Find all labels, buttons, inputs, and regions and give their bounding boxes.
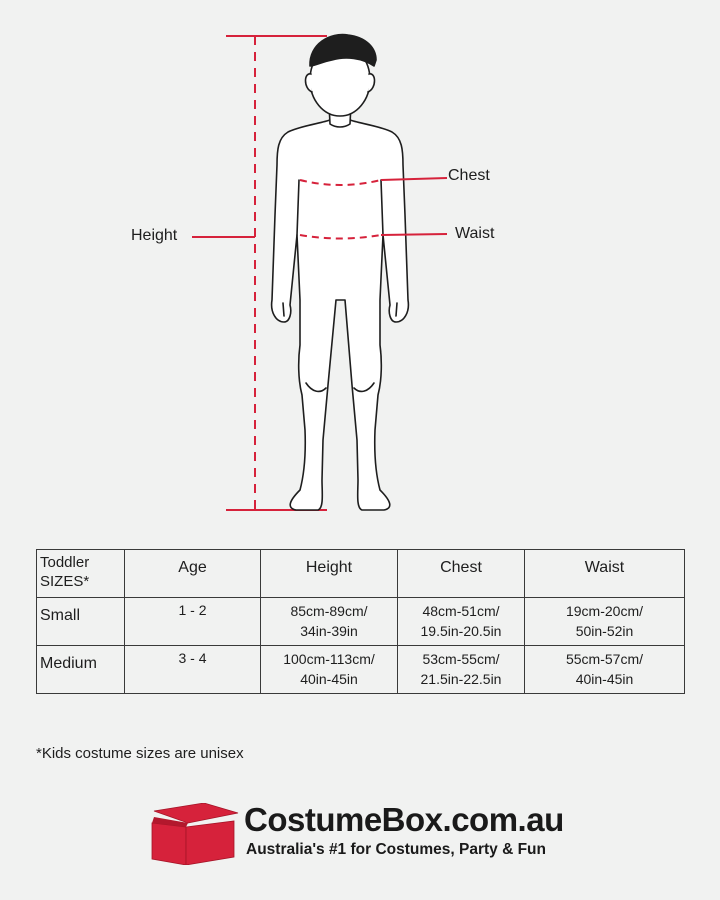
cell-chest <box>398 646 525 694</box>
cell-height-in: 34in-39in <box>300 623 358 639</box>
cell-size: Small <box>37 598 125 646</box>
cell-age: 3 - 4 <box>125 646 261 694</box>
costumebox-logo[interactable] <box>148 803 588 865</box>
cell-size: Medium <box>37 646 125 694</box>
header-age: Age <box>125 550 261 598</box>
brand-tagline: Australia's #1 for Costumes, Party & Fun <box>246 841 546 858</box>
cell-height-cm: 85cm-89cm/ <box>290 603 368 619</box>
cell-waist-cm: 55cm-57cm/ <box>565 651 644 667</box>
header-waist: Waist <box>525 550 685 598</box>
cell-chest-in: 21.5in-22.5in <box>420 671 502 687</box>
chest-label: Chest <box>448 167 490 184</box>
brand-name: CostumeBox.com.au <box>244 801 564 838</box>
height-label: Height <box>131 227 178 244</box>
size-table <box>36 549 685 694</box>
table-header-row <box>37 550 685 598</box>
cell-height <box>261 646 398 694</box>
cell-waist-in: 40in-45in <box>575 671 634 687</box>
header-chest: Chest <box>398 550 525 598</box>
cell-waist <box>525 598 685 646</box>
cell-waist-in: 50in-52in <box>575 623 634 639</box>
cell-height <box>261 598 398 646</box>
body-outline <box>272 120 409 510</box>
table-row <box>37 646 685 694</box>
box-logo-icon <box>148 803 240 865</box>
cell-waist-cm: 19cm-20cm/ <box>565 603 644 619</box>
cell-age: 1 - 2 <box>125 598 261 646</box>
waist-label: Waist <box>455 225 495 242</box>
cell-waist <box>525 646 685 694</box>
right-ear <box>368 74 375 92</box>
header-size <box>37 550 125 598</box>
table-row <box>37 598 685 646</box>
cell-height-cm: 100cm-113cm/ <box>283 651 375 667</box>
cell-chest-cm: 53cm-55cm/ <box>422 651 500 667</box>
header-size-line2: SIZES* <box>40 573 90 590</box>
left-ear <box>306 74 313 92</box>
cell-height-in: 40in-45in <box>300 671 358 687</box>
cell-chest <box>398 598 525 646</box>
header-size-line1: Toddler <box>40 554 90 571</box>
unisex-footnote: *Kids costume sizes are unisex <box>36 745 244 762</box>
child-figure <box>272 35 409 510</box>
header-height: Height <box>261 550 398 598</box>
cell-chest-cm: 48cm-51cm/ <box>422 603 500 619</box>
cell-chest-in: 19.5in-20.5in <box>420 623 502 639</box>
